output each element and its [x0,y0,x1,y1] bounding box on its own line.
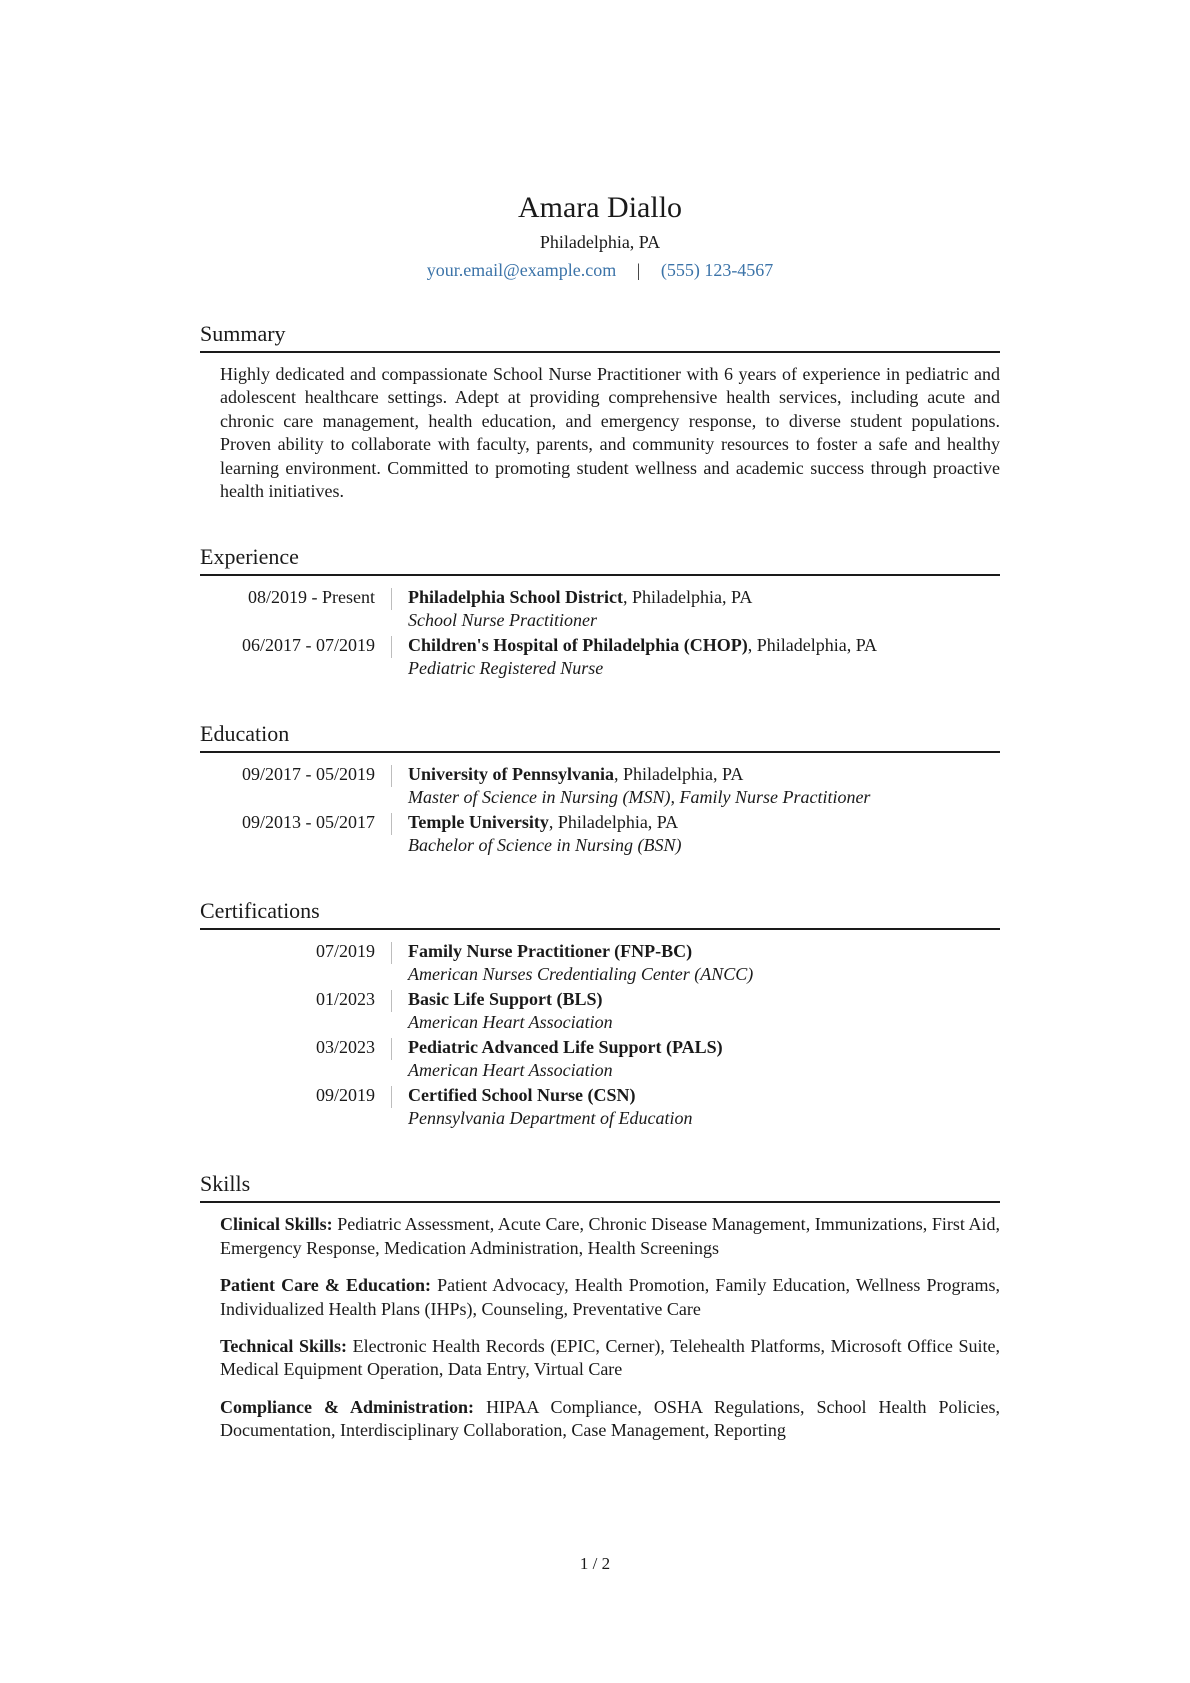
entry-institution: Temple University [408,812,549,833]
entry-date: 09/2019 [315,1085,375,1106]
certification-name: Certified School Nurse (CSN) [408,1085,636,1106]
education-entry [200,763,1000,809]
certification-entry [200,1084,1000,1130]
candidate-name: Amara Diallo [517,191,683,224]
entry-place: , Philadelphia, PA [548,812,679,833]
entry-role: Pediatric Registered Nurse [408,658,604,679]
skills-list [220,1213,1000,1442]
section-title-skills: Skills [200,1170,1000,1203]
skills-section [200,1170,1000,1442]
entry-degree: Bachelor of Science in Nursing (BSN) [408,835,682,856]
entry-heading [408,586,1000,609]
certifications-section [200,897,1000,1130]
skill-group-label: Compliance & Administration: [220,1396,475,1417]
certification-entry [200,988,1000,1034]
entry-heading [408,940,1000,963]
experience-entry [200,634,1000,680]
resume-header [200,190,1000,282]
entry-body [408,1084,1000,1130]
section-title-experience: Experience [200,543,1000,576]
entry-heading [408,1084,1000,1107]
experience-list [200,586,1000,680]
entry-body [408,811,1000,857]
entry-heading [408,634,1000,657]
skill-group [220,1213,1000,1260]
entry-place: , Philadelphia, PA [614,764,744,785]
entry-heading [408,763,1000,786]
certification-issuer: American Heart Association [408,1012,613,1033]
entry-divider [391,1038,392,1060]
section-title-education: Education [200,720,1000,753]
education-entry [200,811,1000,857]
contact-separator: | [636,260,641,280]
certification-entry [200,1036,1000,1082]
certification-issuer: Pennsylvania Department of Education [408,1108,693,1129]
entry-heading [408,811,1000,834]
candidate-location: Philadelphia, PA [539,232,661,252]
entry-body [408,763,1000,809]
entry-place: , Philadelphia, PA [623,587,753,608]
page-number: 1 / 2 [579,1554,611,1573]
entry-date: 01/2023 [315,989,375,1010]
entry-divider [391,942,392,964]
entry-institution: University of Pennsylvania [408,764,615,785]
entry-role: School Nurse Practitioner [408,610,597,631]
entry-body [408,634,1000,680]
skill-group-text: HIPAA Compliance, OSHA Regulations, School Health Policies, Documentation, Interdisciplinary Collaboration, Case Management, Reporting [220,1396,1000,1441]
entry-date: 09/2017 - 05/2019 [242,764,375,785]
entry-heading [408,1036,1000,1059]
skill-group [220,1274,1000,1321]
summary-text: Highly dedicated and compassionate School Nurse Practitioner with 6 years of experience in pediatric and adolescent healthcare settings. Adept at providing comprehensive health services, including acute and chronic care management, health education, and emergency response, to diverse student populations. Proven ability to collaborate with faculty, parents, and community resources to foster a safe and healthy learning environment. Committed to promoting student wellness and academic success through proactive health initiatives. [220,364,1000,502]
entry-date: 03/2023 [315,1037,375,1058]
education-list [200,763,1000,857]
experience-entry [200,586,1000,632]
entry-divider [391,588,392,610]
certifications-list [200,940,1000,1130]
entry-date: 07/2019 [315,941,375,962]
education-section [200,720,1000,857]
certification-entry [200,940,1000,986]
resume-page [200,190,1000,1457]
skill-group-label: Technical Skills: [220,1336,347,1357]
entry-heading [408,988,1000,1011]
entry-organization: Children's Hospital of Philadelphia (CHOP) [408,635,748,656]
entry-body [408,988,1000,1034]
skill-group-label: Clinical Skills: [220,1214,333,1235]
certification-name: Pediatric Advanced Life Support (PALS) [408,1037,723,1058]
skill-group-text: Electronic Health Records (EPIC, Cerner), Telehealth Platforms, Microsoft Office Suite, Medical Equipment Operation, Data Entry, Virtual Care [220,1336,1000,1380]
entry-divider [391,1086,392,1108]
entry-body [408,1036,1000,1082]
certification-issuer: American Nurses Credentialing Center (ANCC) [408,964,754,985]
skill-group-text: Pediatric Assessment, Acute Care, Chronic Disease Management, Immunizations, First Aid, Emergency Response, Medication Administration, Health Screenings [220,1214,1000,1258]
certification-name: Family Nurse Practitioner (FNP-BC) [408,941,693,962]
entry-organization: Philadelphia School District [408,587,624,608]
entry-divider [391,636,392,658]
entry-divider [391,765,392,787]
certification-issuer: American Heart Association [408,1060,613,1081]
entry-date: 08/2019 - Present [248,587,375,608]
entry-divider [391,813,392,835]
skill-group [220,1396,1000,1443]
entry-date: 09/2013 - 05/2017 [242,812,375,833]
entry-body [408,586,1000,632]
section-title-certifications: Certifications [200,897,1000,930]
phone-link[interactable]: (555) 123-4567 [660,260,774,280]
entry-degree: Master of Science in Nursing (MSN), Family Nurse Practitioner [408,787,871,808]
skill-group [220,1335,1000,1382]
entry-body [408,940,1000,986]
entry-divider [391,990,392,1012]
skill-group-label: Patient Care & Education: [220,1275,432,1296]
entry-date: 06/2017 - 07/2019 [242,635,375,656]
experience-section [200,543,1000,680]
certification-name: Basic Life Support (BLS) [408,989,603,1010]
entry-place: , Philadelphia, PA [747,635,878,656]
section-title-summary: Summary [200,320,1000,353]
skill-group-text: Patient Advocacy, Health Promotion, Family Education, Wellness Programs, Individualized Health Plans (IHPs), Counseling, Preventative Care [220,1275,1000,1319]
email-link[interactable]: your.email@example.com [426,260,617,280]
summary-section [200,320,1000,503]
contact-line [200,258,1000,282]
